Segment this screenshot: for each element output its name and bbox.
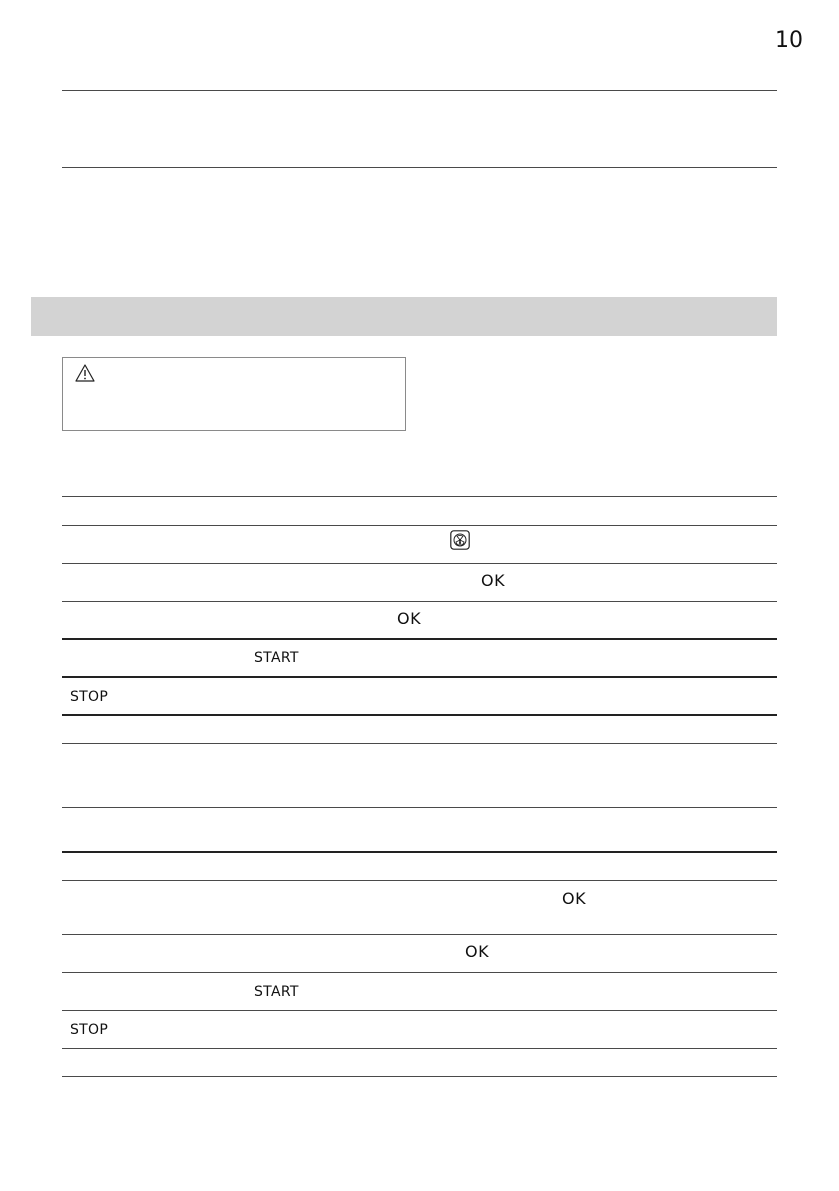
table-row-rule (62, 601, 777, 602)
table-row-rule (62, 934, 777, 935)
table-row-rule (62, 743, 777, 744)
table-row-rule (62, 807, 777, 808)
table-row-rule (62, 563, 777, 564)
ok-button-label: OK (465, 942, 490, 961)
ok-button-label: OK (397, 609, 422, 628)
table-row-rule (62, 1010, 777, 1011)
table-row-rule (62, 496, 777, 497)
ok-button-label: OK (481, 571, 506, 590)
page-number: 10 (775, 28, 803, 53)
section-heading-band (31, 297, 777, 336)
table-row-rule (62, 972, 777, 973)
warning-triangle-icon (75, 364, 95, 382)
table-row-rule (62, 880, 777, 881)
table-row-rule (62, 851, 777, 853)
table-row-rule (62, 676, 777, 678)
stop-button-label: STOP (70, 1022, 109, 1038)
ok-button-label: OK (562, 889, 587, 908)
start-button-label: START (254, 650, 299, 666)
fan-button-icon (450, 530, 470, 550)
divider-rule (62, 90, 777, 91)
table-row-rule (62, 714, 777, 716)
table-row-rule (62, 638, 777, 640)
table-row-rule (62, 1076, 777, 1077)
stop-button-label: STOP (70, 689, 109, 705)
divider-rule (62, 167, 777, 168)
table-row-rule (62, 525, 777, 526)
table-row-rule (62, 1048, 777, 1049)
start-button-label: START (254, 984, 299, 1000)
warning-box (62, 357, 406, 431)
